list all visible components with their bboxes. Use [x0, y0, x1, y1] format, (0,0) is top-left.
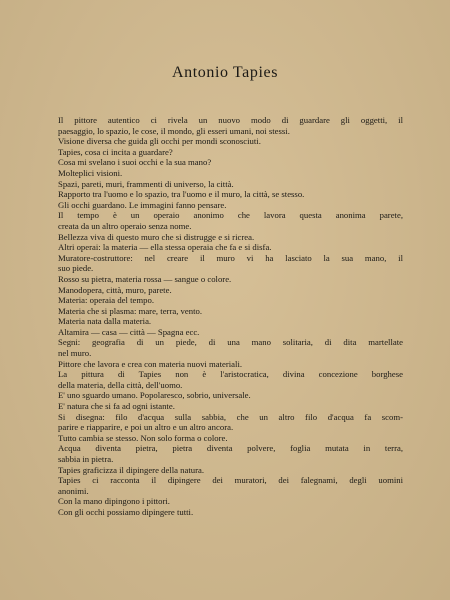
text-line: Tapies ci racconta il dipingere dei muratori, dei falegnami, degli uomini	[58, 475, 403, 486]
text-line: Il pittore autentico ci rivela un nuovo modo di guardare gli oggetti, il	[58, 115, 403, 125]
text-line: Materia che si plasma: mare, terra, vento.	[58, 305, 203, 316]
text-line: Tutto cambia se stesso. Non solo forma o colore.	[58, 432, 228, 443]
text-line: parire e riapparire, e poi un altro e un altro ancora.	[58, 422, 234, 433]
text-line: Rapporto tra l'uomo e lo spazio, tra l'uomo e il muro, la città, se stesso.	[58, 189, 305, 200]
text-line: nel muro.	[58, 348, 92, 359]
text-line: creata da un altro operaio senza nome.	[58, 220, 192, 231]
text-line: Il tempo è un operaio anonimo che lavora questa anonima parete,	[58, 210, 403, 221]
text-line: Cosa mi svelano i suoi occhi e la sua mano?	[58, 157, 212, 168]
text-line: Con gli occhi possiamo dipingere tutti.	[58, 506, 194, 517]
text-line: E' natura che si fa ad ogni istante.	[58, 401, 175, 412]
text-line: Tapies graficizza il dipingere della natura.	[58, 464, 205, 475]
text-line: Acqua diventa pietra, pietra diventa polvere, foglia mutata in terra,	[58, 443, 403, 454]
page-title: Antonio Tapies	[171, 64, 279, 81]
text-line: Gli occhi guardano. Le immagini fanno pensare.	[58, 199, 227, 210]
text-line: Altamira — casa — città — Spagna ecc.	[58, 326, 200, 337]
text-line: anonimi.	[58, 485, 89, 496]
text-line: La pittura di Tapies non è l'aristocratica, divina concezione borghese	[58, 369, 403, 380]
text-line: Con la mano dipingono i pittori.	[58, 496, 170, 507]
text-line: Si disegna: filo d'acqua sulla sabbia, che un altro filo d'acqua fa scom-	[58, 411, 403, 422]
text-line: Bellezza viva di questo muro che si distrugge e si ricrea.	[58, 231, 255, 242]
text-line: paesaggio, lo spazio, le cose, il mondo, gli esseri umani, noi stessi.	[58, 125, 290, 136]
text-line: Rosso su pietra, materia rossa — sangue o colore.	[58, 273, 232, 284]
text-line: E' uno sguardo umano. Popolaresco, sobrio, universale.	[58, 390, 251, 401]
text-line: Spazi, pareti, muri, frammenti di universo, la città.	[58, 178, 234, 189]
text-line: Materia: operaia del tempo.	[58, 295, 155, 306]
text-line: della materia, della città, dell'uomo.	[58, 379, 183, 390]
text-line: Visione diversa che guida gli occhi per mondi sconosciuti.	[58, 136, 261, 147]
text-line: Pittore che lavora e crea con materia nuovi materiali.	[58, 358, 243, 369]
text-line: Tapies, cosa ci incita a guardare?	[58, 146, 173, 157]
text-line: suo piede.	[58, 263, 94, 274]
text-line: Manodopera, città, muro, parete.	[58, 284, 172, 295]
text-line: Altri operai: la materia — ella stessa operaia che fa e si disfa.	[58, 242, 272, 253]
text-line: Molteplici visioni.	[58, 167, 123, 178]
text-line: sabbia in pietra.	[58, 454, 114, 464]
text-line: Segni: geografia di un piede, di una mano solitaria, di dita martellate	[58, 337, 403, 348]
text-line: Materia nata dalla materia.	[58, 316, 152, 327]
text-line: Muratore-costruttore: nel creare il muro vi ha lasciato la sua mano, il	[58, 252, 403, 263]
poem-text	[58, 115, 403, 518]
